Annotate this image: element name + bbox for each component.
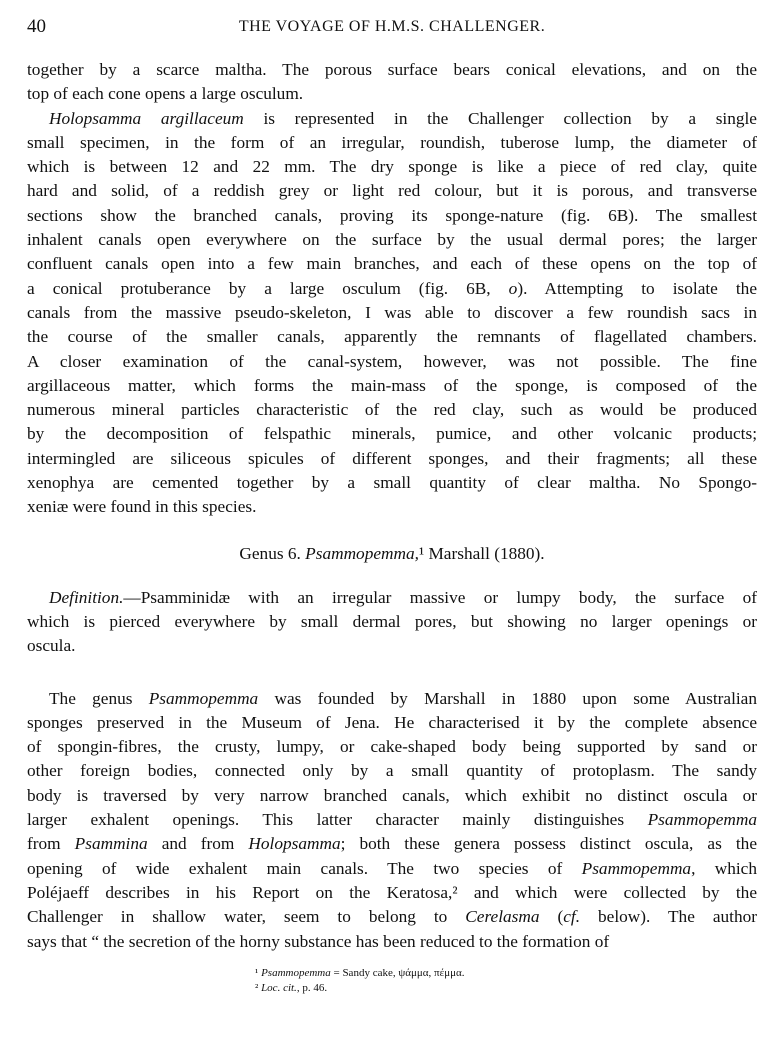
text-line (27, 58, 757, 82)
italic-text: Psammopemma (647, 810, 757, 830)
text-line (27, 808, 757, 832)
text: A closer examination of the canal-system, however, was not possible. The fine (27, 351, 757, 371)
text: is represented in the Challenger collection by a single (243, 108, 757, 128)
text: ). Attempting to isolate the (517, 278, 757, 298)
text-line (27, 610, 757, 634)
footnotes (27, 966, 757, 996)
text-line (27, 447, 757, 471)
text-line (27, 495, 757, 519)
text: The genus (49, 688, 149, 708)
text: other foreign bodies, connected only by a small quantity of protoplasm. The sandy (27, 761, 757, 781)
italic-text: cf. (563, 907, 581, 927)
text-line (27, 832, 757, 856)
text: confluent canals open into a few main branches, and each of these opens on the top of (27, 254, 757, 274)
running-header (27, 16, 757, 40)
text: ² (255, 981, 262, 994)
text: was founded by Marshall in 1880 upon some Australian (258, 688, 757, 708)
text: the course of the smaller canals, apparently the remnants of flagellated chambers. (27, 327, 757, 347)
italic-text: Cerelasma (465, 907, 540, 927)
italic-text: Psammopemma (581, 858, 692, 878)
italic-text: Psammopemma (148, 688, 259, 708)
text-line (27, 398, 757, 422)
text-line (27, 586, 757, 610)
text: of spongin-fibres, the crusty, lumpy, or cake-shaped body being supported by sand or (27, 737, 757, 757)
text: body is traversed by very narrow branched canals, which exhibit no distinct oscula or (27, 785, 757, 805)
text: a conical protuberance by a large osculum (fig. 6B, (27, 278, 509, 298)
text: xenophya are cemented together by a small quantity of clear maltha. No Spongo- (27, 473, 757, 493)
italic-text: Psammopemma (261, 966, 331, 979)
text: by the decomposition of felspathic minerals, pumice, and other volcanic products; (27, 424, 757, 444)
text: below). The author (580, 907, 757, 927)
text-line (27, 350, 757, 374)
text-line (27, 930, 757, 954)
italic-text: Definition. (49, 587, 124, 607)
paragraph-definition (27, 586, 757, 659)
footnote-2 (255, 981, 757, 996)
text-line (27, 82, 757, 106)
text: = Sandy cake, ψάμμα, πέμμα. (330, 966, 465, 979)
text: which is between 12 and 22 mm. The dry sponge is like a piece of red clay, quite (27, 157, 757, 177)
italic-text: Psammina (74, 834, 148, 854)
text-line (27, 228, 757, 252)
text: , p. 46. (296, 981, 328, 994)
text-line (27, 784, 757, 808)
text-line (27, 687, 757, 711)
text-line (27, 155, 757, 179)
text: top of each cone opens a large osculum. (27, 84, 304, 104)
text: larger exhalent openings. This latter character mainly distinguishes (27, 810, 648, 830)
footnote-1 (255, 966, 757, 981)
text-line (27, 471, 757, 495)
text-line (27, 711, 757, 735)
paragraph-psammopemma (27, 687, 757, 954)
text: ¹ (255, 966, 262, 979)
text: from (27, 834, 75, 854)
text-line (27, 857, 757, 881)
text-line (27, 374, 757, 398)
paragraph-continuation (27, 58, 757, 107)
text: says that “ the secretion of the horny substance has been reduced to the formation of (27, 931, 610, 951)
text-line (27, 252, 757, 276)
text: sections show the branched canals, proving its sponge-nature (fig. 6B). The smallest (27, 205, 757, 225)
paragraph-gap (27, 659, 757, 687)
text: small specimen, in the form of an irregular, roundish, tuberose lump, the diameter of (27, 132, 757, 152)
text: Genus 6. (239, 543, 306, 563)
text-line (27, 881, 757, 905)
text-line (27, 422, 757, 446)
italic-text: Holopsamma (248, 834, 341, 854)
text: hard and solid, of a reddish grey or light red colour, but it is porous, and transverse (27, 181, 757, 201)
page-number: 40 (27, 16, 46, 37)
text: numerous mineral particles characteristic of the red clay, such as would be produced (27, 400, 757, 420)
italic-text: Holopsamma argillaceum (49, 108, 244, 128)
text-line (27, 204, 757, 228)
text: opening of wide exhalent main canals. The two species of (27, 858, 582, 878)
running-title: THE VOYAGE OF H.M.S. CHALLENGER. (238, 18, 546, 35)
text: sponges preserved in the Museum of Jena. He characterised it by the complete absence (27, 712, 757, 732)
italic-text: o (508, 278, 518, 298)
text-line (27, 301, 757, 325)
text: Challenger in shallow water, seem to belong to (27, 907, 466, 927)
text: which is pierced everywhere by small dermal pores, but showing no larger openings or (27, 611, 757, 631)
italic-text: Psammopemma, (305, 543, 419, 563)
genus-heading (27, 542, 757, 566)
text-line (27, 179, 757, 203)
text-line (27, 131, 757, 155)
text-line (27, 759, 757, 783)
text-line (27, 325, 757, 349)
text-line (27, 277, 757, 301)
page-body (27, 58, 757, 996)
text: Poléjaeff describes in his Report on the Keratosa,² and which were collected by the (27, 882, 757, 902)
text: ( (539, 907, 564, 927)
text: canals from the massive pseudo-skeleton, I was able to discover a few roundish sacs in (27, 302, 757, 322)
text-line (27, 905, 757, 929)
text: intermingled are siliceous spicules of different sponges, and their fragments; all these (27, 448, 757, 468)
text: argillaceous matter, which forms the main-mass of the sponge, is composed of the (27, 375, 757, 395)
paragraph-holopsamma (27, 107, 757, 520)
text: together by a scarce maltha. The porous surface bears conical elevations, and on the (27, 60, 757, 79)
text: and from (147, 834, 249, 854)
text: inhalent canals open everywhere on the surface by the usual dermal pores; the larger (27, 230, 757, 250)
text: ; both these genera possess distinct oscula, as the (340, 834, 757, 854)
italic-text: Loc. cit. (261, 981, 297, 994)
text: ¹ Marshall (1880). (418, 543, 545, 563)
text-line (27, 634, 757, 658)
text: —Psamminidæ with an irregular massive or lumpy body, the surface of (123, 587, 757, 607)
text-line (27, 107, 757, 131)
text: xeniæ were found in this species. (27, 497, 257, 517)
text-line (27, 735, 757, 759)
text: oscula. (27, 636, 76, 656)
text: , which (691, 858, 757, 878)
